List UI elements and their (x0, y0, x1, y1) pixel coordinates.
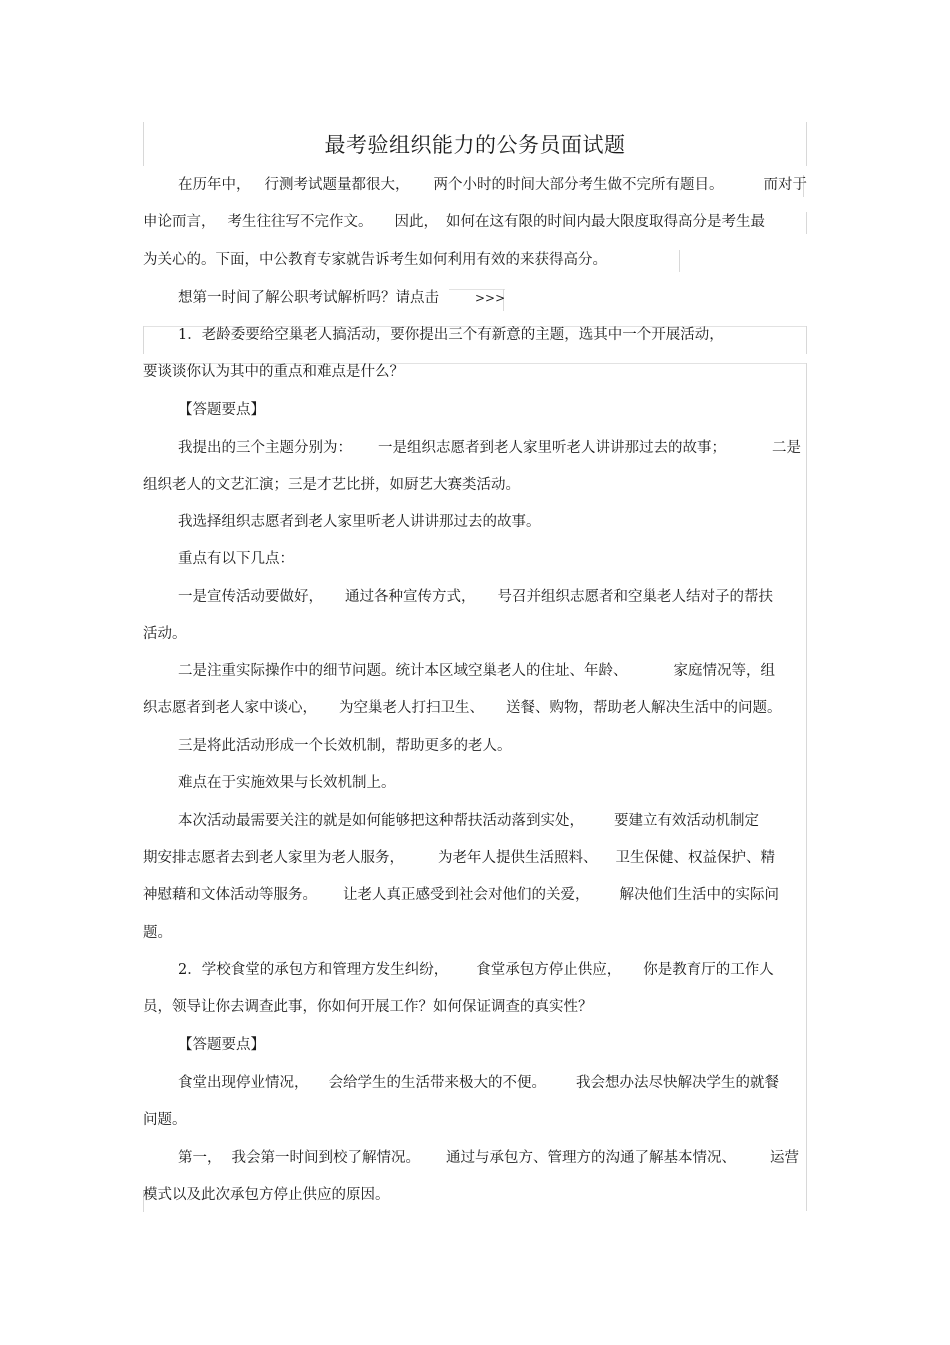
page-title: 最考验组织能力的公务员面试题 (324, 133, 626, 157)
intro-line-2: 申论而言， 考生往往写不完作文。 因此， 如何在这有限的时间内最大限度取得高分是考生最 (143, 214, 765, 230)
frame-line-right-intro2 (806, 212, 807, 234)
q2-line-1: 2．学校食堂的承包方和管理方发生纠纷， 食堂承包方停止供应， 你是教育厅的工作人 (178, 962, 774, 978)
q1-p4-line-1: 一是宣传活动要做好， 通过各种宣传方式， 号召并组织志愿者和空巢老人结对子的帮扶 (178, 589, 773, 605)
q2-p1-line-2: 问题。 (143, 1112, 187, 1128)
q1-p8-line-3: 神慰藉和文体活动等服务。 让老人真正感受到社会对他们的关爱， 解决他们生活中的实际问 (143, 887, 779, 903)
q1-p5-line-1: 二是注重实际操作中的细节问题。统计本区域空巢老人的住址、年龄、 家庭情况等，组 (178, 663, 775, 679)
frame-line-q1-left (143, 326, 144, 354)
q1-line-2: 要谈谈你认为其中的重点和难点是什么？ (143, 364, 404, 380)
intro-link-line: 想第一时间了解公职考试解析吗？请点击 >>> (178, 290, 506, 306)
q2-p2-line-1: 第一， 我会第一时间到校了解情况。 通过与承包方、管理方的沟通了解基本情况、 运营 (178, 1150, 799, 1166)
q1-p3: 重点有以下几点： (178, 551, 294, 567)
q2-answer-header: 【答题要点】 (178, 1037, 265, 1053)
intro-line-1: 在历年中， 行测考试题量都很大， 两个小时的时间大部分考生做不完所有题目。 而对于 (178, 177, 807, 193)
q1-p7: 难点在于实施效果与长效机制上。 (178, 775, 396, 791)
more-link[interactable]: >>> (475, 291, 506, 305)
q1-p2: 我选择组织志愿者到老人家里听老人讲讲那过去的故事。 (178, 514, 541, 530)
q1-p5-line-2: 织志愿者到老人家中谈心， 为空巢老人打扫卫生、 送餐、购物，帮助老人解决生活中的问题。 (143, 700, 782, 716)
intro-line-3: 为关心的。下面，中公教育专家就告诉考生如何利用有效的来获得高分。 (143, 252, 607, 268)
q2-line-2: 员，领导让你去调查此事，你如何开展工作？如何保证调查的真实性？ (143, 999, 593, 1015)
frame-line-q1-right (806, 326, 807, 354)
q1-p6: 三是将此活动形成一个长效机制，帮助更多的老人。 (178, 738, 512, 754)
q1-p8-line-1: 本次活动最需要关注的就是如何能够把这种帮扶活动落到实处， 要建立有效活动机制定 (178, 813, 759, 829)
q2-p2-line-2: 模式以及此次承包方停止供应的原因。 (143, 1187, 390, 1203)
frame-line-body-right (806, 363, 807, 1211)
q1-p8-line-2: 期安排志愿者去到老人家里为老人服务， 为老年人提供生活照料、 卫生保健、权益保护、精 (143, 850, 775, 866)
q1-p1-line-1: 我提出的三个主题分别为： 一是组织志愿者到老人家里听老人讲讲那过去的故事； 二是 (178, 440, 801, 456)
frame-line-right-intro3 (679, 250, 680, 272)
q1-p1-line-2: 组织老人的文艺汇演；三是才艺比拼，如厨艺大赛类活动。 (143, 477, 520, 493)
q1-answer-header: 【答题要点】 (178, 402, 265, 418)
q1-line-1: 1．老龄委要给空巢老人搞活动，要你提出三个有新意的主题，选其中一个开展活动， (178, 327, 724, 343)
q2-p1-line-1: 食堂出现停业情况， 会给学生的生活带来极大的不便。 我会想办法尽快解决学生的就餐 (178, 1075, 779, 1091)
q1-p8-line-4: 题。 (143, 925, 172, 941)
q1-p4-line-2: 活动。 (143, 626, 187, 642)
